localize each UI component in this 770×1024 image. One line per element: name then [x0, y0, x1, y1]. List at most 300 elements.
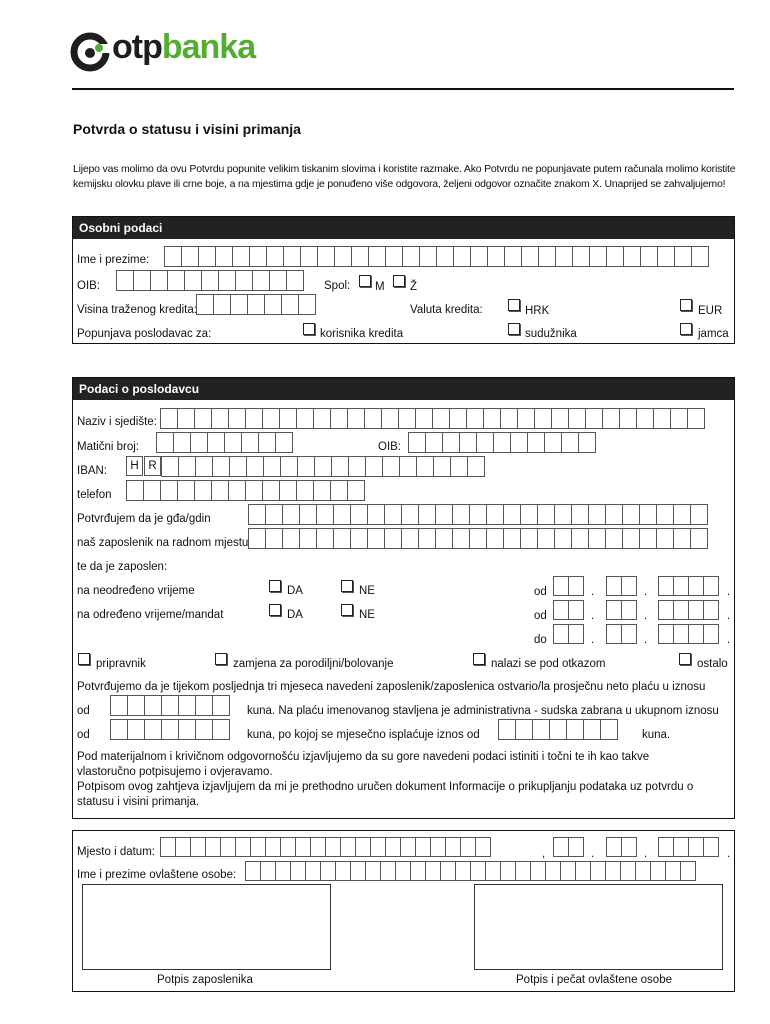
char-box[interactable]: [333, 504, 351, 525]
char-box[interactable]: [211, 408, 229, 429]
char-box[interactable]: [133, 270, 151, 291]
char-box[interactable]: [606, 246, 624, 267]
char-box[interactable]: [215, 246, 233, 267]
char-box[interactable]: [246, 456, 264, 477]
char-box[interactable]: [314, 456, 332, 477]
char-box[interactable]: [260, 861, 276, 881]
char-box[interactable]: [623, 246, 641, 267]
char-box[interactable]: [673, 576, 689, 596]
char-box[interactable]: [384, 504, 402, 525]
char-box[interactable]: [299, 504, 317, 525]
char-box[interactable]: [365, 456, 383, 477]
oib2-field[interactable]: [408, 432, 595, 453]
char-box[interactable]: [385, 837, 401, 857]
zabrana-field[interactable]: [110, 719, 229, 740]
char-box[interactable]: [330, 480, 348, 501]
char-box[interactable]: [485, 861, 501, 881]
char-box[interactable]: [621, 624, 637, 644]
ime-zaposlenika-field[interactable]: [248, 504, 707, 525]
char-box[interactable]: [469, 528, 487, 549]
char-box[interactable]: [605, 504, 623, 525]
char-box[interactable]: [555, 246, 573, 267]
char-box[interactable]: [161, 719, 179, 740]
char-box[interactable]: [515, 719, 533, 740]
char-box[interactable]: [211, 480, 229, 501]
char-box[interactable]: [228, 408, 246, 429]
oib-field[interactable]: [116, 270, 303, 291]
char-box[interactable]: [167, 270, 185, 291]
char-box[interactable]: [538, 246, 556, 267]
char-box[interactable]: [500, 408, 518, 429]
char-box[interactable]: [571, 528, 589, 549]
char-box[interactable]: [195, 456, 213, 477]
odredeno-ne-checkbox[interactable]: [341, 604, 353, 616]
char-box[interactable]: [467, 456, 485, 477]
char-box[interactable]: [382, 456, 400, 477]
char-box[interactable]: [269, 270, 287, 291]
char-box[interactable]: [657, 246, 675, 267]
char-box[interactable]: [249, 246, 267, 267]
ovlastene-field[interactable]: [245, 861, 695, 881]
char-box[interactable]: [164, 246, 182, 267]
char-box[interactable]: [452, 528, 470, 549]
char-box[interactable]: [527, 432, 545, 453]
char-box[interactable]: [281, 294, 299, 315]
char-box[interactable]: [620, 861, 636, 881]
char-box[interactable]: [351, 246, 369, 267]
char-box[interactable]: [207, 432, 225, 453]
spol-z-checkbox[interactable]: [393, 275, 405, 287]
char-box[interactable]: [384, 528, 402, 549]
char-box[interactable]: [435, 504, 453, 525]
char-box[interactable]: [487, 246, 505, 267]
char-box[interactable]: [503, 504, 521, 525]
char-box[interactable]: [621, 837, 637, 857]
char-box[interactable]: [605, 528, 623, 549]
char-box[interactable]: [325, 837, 341, 857]
char-box[interactable]: [544, 432, 562, 453]
char-box[interactable]: [265, 528, 283, 549]
char-box[interactable]: [658, 600, 674, 620]
char-box[interactable]: [653, 408, 671, 429]
char-box[interactable]: [568, 408, 586, 429]
char-box[interactable]: [530, 861, 546, 881]
char-box[interactable]: [449, 408, 467, 429]
char-box[interactable]: [688, 837, 704, 857]
char-box[interactable]: [305, 861, 321, 881]
char-box[interactable]: [703, 624, 719, 644]
char-box[interactable]: [639, 504, 657, 525]
char-box[interactable]: [486, 528, 504, 549]
neodredeno-ne-checkbox[interactable]: [341, 580, 353, 592]
od1-month[interactable]: [606, 576, 636, 596]
od2-day[interactable]: [553, 600, 583, 620]
char-box[interactable]: [265, 504, 283, 525]
char-box[interactable]: [605, 861, 621, 881]
char-box[interactable]: [385, 246, 403, 267]
char-box[interactable]: [317, 246, 335, 267]
char-box[interactable]: [445, 837, 461, 857]
char-box[interactable]: [178, 456, 196, 477]
char-box[interactable]: [606, 837, 622, 857]
char-box[interactable]: [235, 837, 251, 857]
char-box[interactable]: [673, 624, 689, 644]
char-box[interactable]: [331, 456, 349, 477]
char-box[interactable]: [368, 246, 386, 267]
char-box[interactable]: [503, 528, 521, 549]
char-box[interactable]: [280, 837, 296, 857]
char-box[interactable]: [568, 576, 584, 596]
char-box[interactable]: [703, 576, 719, 596]
char-box[interactable]: [475, 837, 491, 857]
char-box[interactable]: [245, 408, 263, 429]
char-box[interactable]: [127, 719, 145, 740]
char-box[interactable]: [551, 408, 569, 429]
char-box[interactable]: [621, 576, 637, 596]
char-box[interactable]: [150, 270, 168, 291]
otkaz-checkbox[interactable]: [473, 653, 485, 665]
char-box[interactable]: [116, 270, 134, 291]
char-box[interactable]: [419, 246, 437, 267]
char-box[interactable]: [554, 528, 572, 549]
char-box[interactable]: [425, 861, 441, 881]
char-box[interactable]: [296, 408, 314, 429]
char-box[interactable]: [224, 432, 242, 453]
char-box[interactable]: [297, 456, 315, 477]
char-box[interactable]: [703, 600, 719, 620]
char-box[interactable]: [248, 528, 266, 549]
char-box[interactable]: [418, 528, 436, 549]
char-box[interactable]: [430, 837, 446, 857]
char-box[interactable]: [470, 246, 488, 267]
spol-m-checkbox[interactable]: [359, 275, 371, 287]
naziv-field[interactable]: [160, 408, 704, 429]
char-box[interactable]: [330, 408, 348, 429]
char-box[interactable]: [553, 837, 569, 857]
char-box[interactable]: [619, 408, 637, 429]
char-box[interactable]: [283, 246, 301, 267]
datum-day[interactable]: [553, 837, 583, 857]
radno-mjesto-field[interactable]: [248, 528, 707, 549]
char-box[interactable]: [493, 432, 511, 453]
char-box[interactable]: [590, 861, 606, 881]
char-box[interactable]: [194, 480, 212, 501]
char-box[interactable]: [127, 695, 145, 716]
char-box[interactable]: [350, 861, 366, 881]
char-box[interactable]: [532, 719, 550, 740]
telefon-field[interactable]: [126, 480, 364, 501]
char-box[interactable]: [606, 624, 622, 644]
char-box[interactable]: [335, 861, 351, 881]
char-box[interactable]: [515, 861, 531, 881]
char-box[interactable]: [365, 861, 381, 881]
char-box[interactable]: [201, 270, 219, 291]
char-box[interactable]: [334, 246, 352, 267]
char-box[interactable]: [177, 480, 195, 501]
char-box[interactable]: [656, 528, 674, 549]
char-box[interactable]: [622, 528, 640, 549]
char-box[interactable]: [400, 837, 416, 857]
char-box[interactable]: [232, 246, 250, 267]
char-box[interactable]: [606, 576, 622, 596]
char-box[interactable]: [380, 861, 396, 881]
char-box[interactable]: [436, 246, 454, 267]
char-box[interactable]: [453, 246, 471, 267]
char-box[interactable]: [537, 528, 555, 549]
char-box[interactable]: [588, 528, 606, 549]
char-box[interactable]: [435, 528, 453, 549]
char-box[interactable]: [415, 837, 431, 857]
char-box[interactable]: [177, 408, 195, 429]
char-box[interactable]: [229, 456, 247, 477]
char-box[interactable]: [173, 432, 191, 453]
char-box[interactable]: [578, 432, 596, 453]
char-box[interactable]: [476, 432, 494, 453]
char-box[interactable]: [381, 408, 399, 429]
char-box[interactable]: [690, 504, 708, 525]
char-box[interactable]: [418, 504, 436, 525]
char-box[interactable]: [588, 504, 606, 525]
char-box[interactable]: [602, 408, 620, 429]
char-box[interactable]: [175, 837, 191, 857]
char-box[interactable]: [450, 456, 468, 477]
char-box[interactable]: [190, 837, 206, 857]
char-box[interactable]: [459, 432, 477, 453]
char-box[interactable]: [333, 528, 351, 549]
char-box[interactable]: [320, 861, 336, 881]
char-box[interactable]: [264, 294, 282, 315]
char-box[interactable]: [690, 528, 708, 549]
char-box[interactable]: [673, 600, 689, 620]
char-box[interactable]: [296, 480, 314, 501]
char-box[interactable]: [266, 246, 284, 267]
char-box[interactable]: [348, 456, 366, 477]
char-box[interactable]: [486, 504, 504, 525]
char-box[interactable]: [316, 528, 334, 549]
char-box[interactable]: [687, 408, 705, 429]
do-month[interactable]: [606, 624, 636, 644]
od2-year[interactable]: [658, 600, 718, 620]
char-box[interactable]: [295, 837, 311, 857]
char-box[interactable]: [218, 270, 236, 291]
char-box[interactable]: [688, 600, 704, 620]
char-box[interactable]: [110, 695, 128, 716]
char-box[interactable]: [670, 408, 688, 429]
char-box[interactable]: [688, 624, 704, 644]
signature-employee-box[interactable]: [82, 884, 331, 970]
char-box[interactable]: [181, 246, 199, 267]
char-box[interactable]: [355, 837, 371, 857]
korisnika-checkbox[interactable]: [303, 323, 315, 335]
char-box[interactable]: [300, 246, 318, 267]
char-box[interactable]: [198, 246, 216, 267]
char-box[interactable]: [553, 624, 569, 644]
char-box[interactable]: [455, 861, 471, 881]
char-box[interactable]: [520, 504, 538, 525]
char-box[interactable]: [656, 504, 674, 525]
mjesecno-field[interactable]: [498, 719, 617, 740]
char-box[interactable]: [290, 861, 306, 881]
char-box[interactable]: [673, 504, 691, 525]
char-box[interactable]: [572, 246, 590, 267]
char-box[interactable]: [442, 432, 460, 453]
char-box[interactable]: [410, 861, 426, 881]
char-box[interactable]: [347, 408, 365, 429]
char-box[interactable]: [248, 504, 266, 525]
iban-field[interactable]: [161, 456, 484, 477]
char-box[interactable]: [658, 624, 674, 644]
od1-year[interactable]: [658, 576, 718, 596]
char-box[interactable]: [160, 837, 176, 857]
char-box[interactable]: [554, 504, 572, 525]
char-box[interactable]: [235, 270, 253, 291]
char-box[interactable]: [252, 270, 270, 291]
char-box[interactable]: [674, 246, 692, 267]
char-box[interactable]: [280, 456, 298, 477]
char-box[interactable]: [262, 480, 280, 501]
char-box[interactable]: [589, 246, 607, 267]
char-box[interactable]: [161, 456, 179, 477]
char-box[interactable]: [347, 480, 365, 501]
char-box[interactable]: [433, 456, 451, 477]
datum-month[interactable]: [606, 837, 636, 857]
char-box[interactable]: [265, 837, 281, 857]
char-box[interactable]: [245, 861, 261, 881]
char-box[interactable]: [568, 837, 584, 857]
char-box[interactable]: [460, 837, 476, 857]
char-box[interactable]: [313, 480, 331, 501]
char-box[interactable]: [228, 480, 246, 501]
char-box[interactable]: [585, 408, 603, 429]
char-box[interactable]: [279, 408, 297, 429]
char-box[interactable]: [367, 528, 385, 549]
char-box[interactable]: [545, 861, 561, 881]
char-box[interactable]: [575, 861, 591, 881]
char-box[interactable]: [160, 480, 178, 501]
char-box[interactable]: [205, 837, 221, 857]
char-box[interactable]: [245, 480, 263, 501]
char-box[interactable]: [561, 432, 579, 453]
ostalo-checkbox[interactable]: [679, 653, 691, 665]
char-box[interactable]: [184, 270, 202, 291]
char-box[interactable]: [408, 432, 426, 453]
char-box[interactable]: [452, 504, 470, 525]
char-box[interactable]: [282, 504, 300, 525]
char-box[interactable]: [263, 456, 281, 477]
eur-checkbox[interactable]: [680, 299, 692, 311]
char-box[interactable]: [340, 837, 356, 857]
char-box[interactable]: [688, 576, 704, 596]
char-box[interactable]: [190, 432, 208, 453]
jamca-checkbox[interactable]: [680, 323, 692, 335]
char-box[interactable]: [364, 408, 382, 429]
char-box[interactable]: [399, 456, 417, 477]
char-box[interactable]: [606, 600, 622, 620]
char-box[interactable]: [282, 528, 300, 549]
char-box[interactable]: [583, 719, 601, 740]
char-box[interactable]: [126, 480, 144, 501]
char-box[interactable]: [299, 528, 317, 549]
maticni-field[interactable]: [156, 432, 292, 453]
char-box[interactable]: [521, 246, 539, 267]
char-box[interactable]: [310, 837, 326, 857]
char-box[interactable]: [658, 576, 674, 596]
char-box[interactable]: [680, 861, 696, 881]
char-box[interactable]: [534, 408, 552, 429]
char-box[interactable]: [160, 408, 178, 429]
char-box[interactable]: [500, 861, 516, 881]
char-box[interactable]: [568, 624, 584, 644]
char-box[interactable]: [195, 719, 213, 740]
char-box[interactable]: [401, 528, 419, 549]
char-box[interactable]: [178, 719, 196, 740]
od2-month[interactable]: [606, 600, 636, 620]
char-box[interactable]: [212, 456, 230, 477]
char-box[interactable]: [553, 576, 569, 596]
do-day[interactable]: [553, 624, 583, 644]
pripravnik-checkbox[interactable]: [78, 653, 90, 665]
datum-year[interactable]: [658, 837, 718, 857]
char-box[interactable]: [313, 408, 331, 429]
char-box[interactable]: [212, 719, 230, 740]
char-box[interactable]: [621, 600, 637, 620]
char-box[interactable]: [691, 246, 709, 267]
char-box[interactable]: [144, 719, 162, 740]
char-box[interactable]: [416, 456, 434, 477]
char-box[interactable]: [560, 861, 576, 881]
od1-day[interactable]: [553, 576, 583, 596]
char-box[interactable]: [483, 408, 501, 429]
char-box[interactable]: [635, 861, 651, 881]
char-box[interactable]: [673, 837, 689, 857]
char-box[interactable]: [401, 504, 419, 525]
char-box[interactable]: [504, 246, 522, 267]
char-box[interactable]: [517, 408, 535, 429]
char-box[interactable]: [425, 432, 443, 453]
char-box[interactable]: [440, 861, 456, 881]
zamjena-checkbox[interactable]: [215, 653, 227, 665]
char-box[interactable]: [275, 861, 291, 881]
do-year[interactable]: [658, 624, 718, 644]
char-box[interactable]: [703, 837, 719, 857]
char-box[interactable]: [195, 695, 213, 716]
char-box[interactable]: [665, 861, 681, 881]
char-box[interactable]: [161, 695, 179, 716]
char-box[interactable]: [250, 837, 266, 857]
char-box[interactable]: [402, 246, 420, 267]
char-box[interactable]: [258, 432, 276, 453]
suduznika-checkbox[interactable]: [508, 323, 520, 335]
char-box[interactable]: [316, 504, 334, 525]
char-box[interactable]: [571, 504, 589, 525]
char-box[interactable]: [658, 837, 674, 857]
char-box[interactable]: [469, 504, 487, 525]
char-box[interactable]: [143, 480, 161, 501]
char-box[interactable]: [367, 504, 385, 525]
char-box[interactable]: [600, 719, 618, 740]
visina-field[interactable]: [196, 294, 315, 315]
char-box[interactable]: [636, 408, 654, 429]
char-box[interactable]: [279, 480, 297, 501]
char-box[interactable]: [156, 432, 174, 453]
signature-authorized-box[interactable]: [474, 884, 723, 970]
char-box[interactable]: [415, 408, 433, 429]
char-box[interactable]: [510, 432, 528, 453]
char-box[interactable]: [262, 408, 280, 429]
char-box[interactable]: [466, 408, 484, 429]
char-box[interactable]: [566, 719, 584, 740]
ime-field[interactable]: [164, 246, 708, 267]
